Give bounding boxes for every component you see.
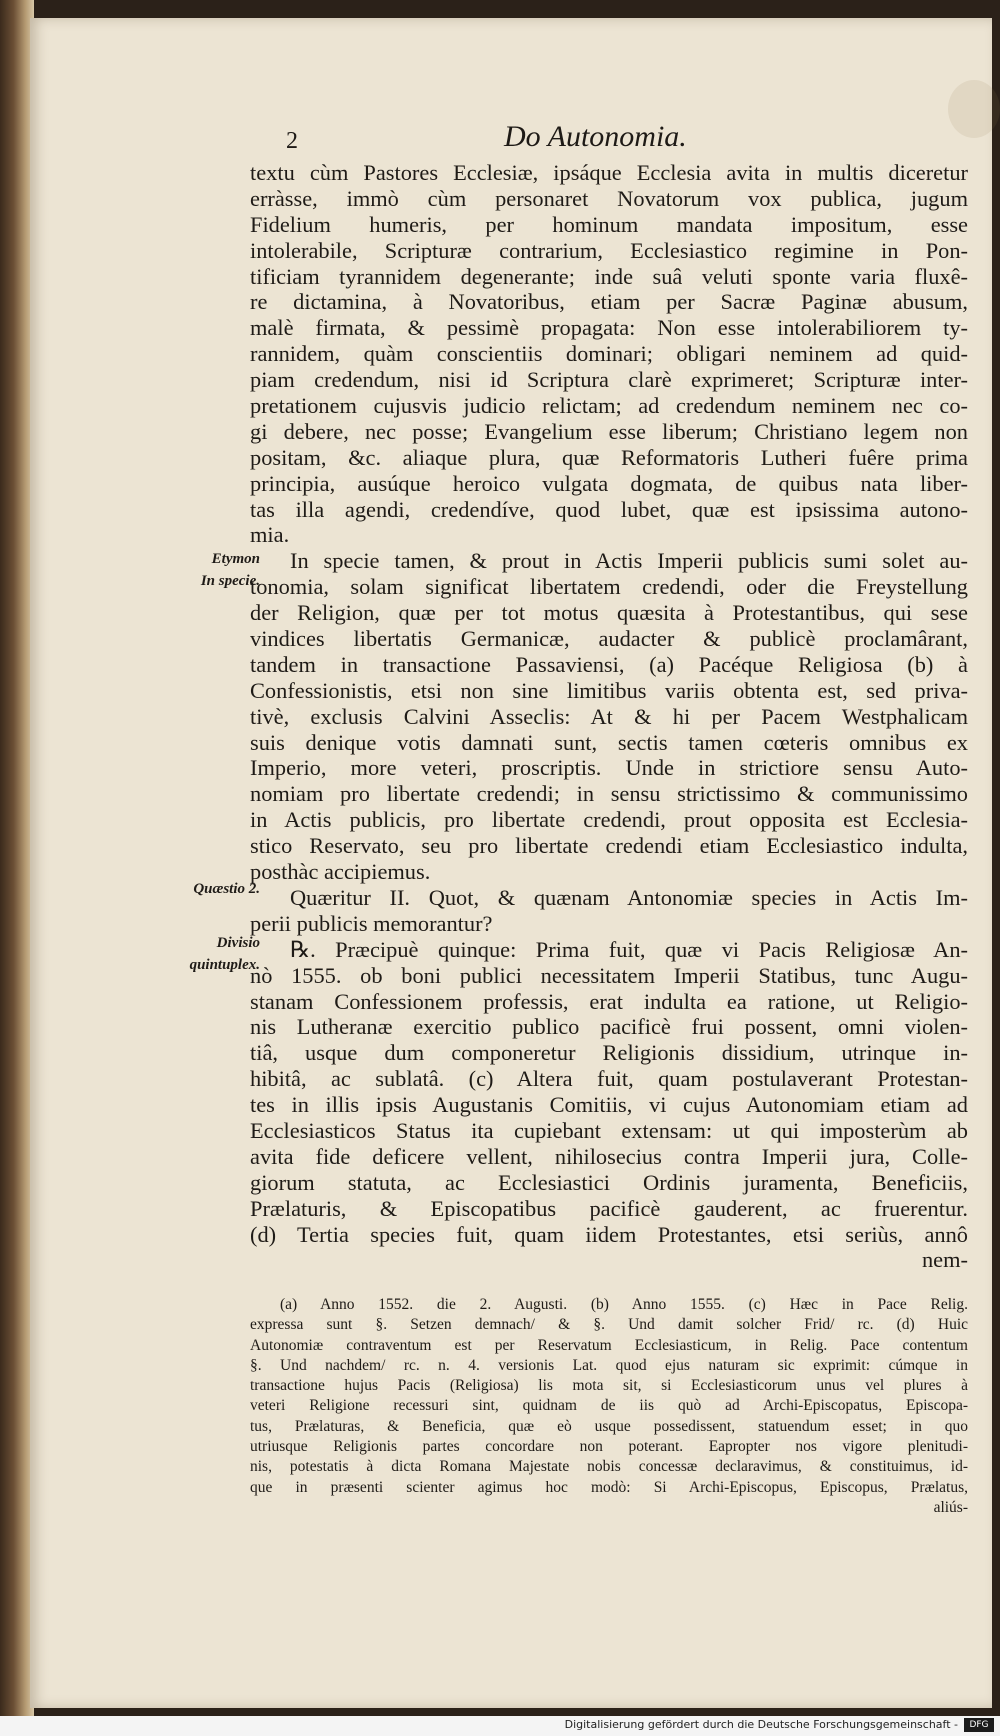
footnote-line: que in præsenti scienter agimus hoc modò: Si Archi-Episcopus, Episcopus, Prælatus, — [250, 1478, 968, 1496]
body-line: Confessionistis, etsi non sine limitibus variis obtenta est, sed priva- — [250, 677, 968, 703]
page-number: 2 — [286, 128, 298, 154]
body-line: malè firmata, & pessimè propagata: Non esse intolerabiliorem ty- — [250, 315, 968, 341]
footnotes — [250, 1295, 968, 1518]
body-line: intolerabile, Scripturæ contrarium, Ecclesiastico regimine in Pon- — [250, 237, 968, 263]
body-line: nis Lutheranæ exercitio publico pacificè frui possent, omni violen- — [250, 1014, 968, 1040]
body-line: vindices libertatis Germanicæ, audacter & publicè proclamârant, — [250, 626, 968, 652]
margin-note: Divisio — [216, 935, 260, 951]
footnote-line: (a) Anno 1552. die 2. Augusti. (b) Anno 1555. (c) Hæc in Pace Relig. — [280, 1296, 968, 1313]
body-line: nomiam pro libertate credendi; in sensu strictissimo & communissimo — [250, 781, 968, 807]
body-line: re dictamina, à Novatoribus, etiam per Sacræ Paginæ abusum, — [250, 289, 968, 315]
page-header — [30, 118, 992, 158]
margin-note: Quæstio 2. — [193, 881, 260, 897]
body-line: tificiam tyrannidem degenerante; inde suâ veluti sponte varia fluxê- — [250, 263, 968, 289]
body-line: der Religion, quæ per tot motus quæsita à Protestantibus, qui sese — [250, 600, 968, 626]
body-line: stico Reservato, seu pro libertate credendi etiam Ecclesiastico indulta, — [250, 833, 968, 859]
body-line: textu cùm Pastores Ecclesiæ, ipsáque Ecclesia avita in multis diceretur — [250, 160, 968, 185]
body-line: positam, &c. aliaque plura, quæ Reformatoris Lutheri fuêre prima — [250, 444, 968, 470]
body-line: rannidem, quàm conscientiis dominari; obligari neminem ad quid- — [250, 341, 968, 367]
body-line: mia. — [250, 522, 290, 548]
body-line: tiâ, usque dum componeretur Religionis dissidium, utrinque in- — [250, 1040, 968, 1066]
body-line: hibitâ, ac sublatâ. (c) Altera fuit, quam postulaverant Protestan- — [250, 1066, 968, 1092]
body-line: tandem in transactione Passaviensi, (a) Pacéque Religiosa (b) à — [250, 651, 968, 677]
body-line: Imperio, more veteri, proscriptis. Unde in strictiore sensu Auto- — [250, 755, 968, 781]
body-line: Prælaturis, & Episcopatibus pacificè gauderent, ac fruerentur. — [250, 1195, 968, 1221]
body-line: gi debere, nec posse; Evangelium esse liberum; Christiano legem non — [250, 418, 968, 444]
body-line: giorum statuta, ac Ecclesiastici Ordinis juramenta, Beneficiis, — [250, 1169, 968, 1195]
body-line: pretationem cujusvis judicio relictam; ad credendum neminem nec co- — [250, 393, 968, 419]
body-line: piam credendum, nisi id Scriptura clarè exprimeret; Scripturæ inter- — [250, 367, 968, 393]
book-edge — [0, 0, 34, 1736]
margin-note: quintuplex. — [189, 957, 260, 973]
body-line: (d) Tertia species fuit, quam iidem Protestantes, etsi seriùs, annô — [250, 1221, 968, 1247]
digitization-footer — [0, 1716, 1000, 1736]
body-line: ℞. Præcipuè quinque: Prima fuit, quæ vi Pacis Religiosæ An- — [290, 936, 968, 962]
footnote-line: tus, Prælaturas, & Beneficia, quæ eò usque possedissent, statuendum esset; in quo — [250, 1417, 968, 1435]
body-line: posthàc accipiemus. — [250, 859, 431, 885]
body-line: principia, ausúque heroico vulgata dogmata, de quibus nata liber- — [250, 470, 968, 496]
footnote-line: Autonomiæ contraventum est per Reservatum Ecclesiasticum, in Relig. Pace contentum — [250, 1336, 968, 1354]
body-line: in Actis publicis, pro libertate credendi, prout opposita est Ecclesia- — [250, 807, 968, 833]
footnote-line: §. Und nachdem/ rc. n. 4. versionis Lat. quod ejus naturam sic exprimit: cúmque in — [250, 1356, 968, 1374]
body-line: tivè, exclusis Calvini Asseclis: At & hi per Pacem Westphalicam — [250, 703, 968, 729]
footnote-line: aliús- — [933, 1498, 968, 1516]
body-line: stanam Confessionem professis, erat indulta ea ratione, ut Religio- — [250, 988, 968, 1014]
funding-credit: Digitalisierung gefördert durch die Deutsche Forschungsgemeinschaft - — [564, 1718, 958, 1731]
footnote-line: transactione hujus Pacis (Religiosa) lis mota sit, si Ecclesiasticorum unus vel plures à — [250, 1377, 968, 1395]
footnote-line: nis, potestatis à dicta Romana Majestate nobis concessæ declaravimus, & constituimus, id- — [250, 1458, 968, 1476]
body-line: nem- — [921, 1247, 968, 1273]
body-line: Ecclesiasticos Status ita cupiebant extensam: ut qui imposterùm ab — [250, 1117, 968, 1143]
body-line: suis denique votis damnati sunt, sectis tamen cœteris omnibus ex — [250, 729, 968, 755]
body-line: tes in illis ipsis Augustanis Comitiis, vi cujus Autonomiam etiam ad — [250, 1092, 968, 1118]
body-line: tonomia, solam significat libertatem credendi, oder die Freystellung — [250, 574, 968, 600]
body-line: erràsse, immò cùm personaret Novatorum vox publica, jugum — [250, 185, 968, 211]
margin-note: Etymon — [211, 551, 260, 567]
book-page — [30, 18, 992, 1708]
dfg-logo: DFG — [964, 1718, 994, 1732]
body-line: tas illa agendi, credendíve, quod lubet, quæ est ipsissima autono- — [250, 496, 968, 522]
body-line: avita fide deficere vellent, nihilosecius contra Imperii jura, Colle- — [250, 1143, 968, 1169]
body-line: Fidelium humeris, per hominum mandata impositum, esse — [250, 211, 968, 237]
margin-note: In specie. — [200, 573, 260, 589]
footnote-line: utriusque Religionis partes concordare non poterant. Eapropter nos vigore plenitudi- — [250, 1438, 968, 1456]
body-line: Quæritur II. Quot, & quænam Antonomiæ species in Actis Im- — [290, 884, 968, 910]
running-head: Do Autonomia. — [504, 120, 687, 153]
body-line: nò 1555. ob boni publici necessitatem Imperii Statibus, tunc Augu- — [250, 962, 968, 988]
body-text — [250, 160, 968, 1273]
footnote-line: expressa sunt §. Setzen demnach/ & §. Und damit solcher Frid/ rc. (d) Huic — [250, 1316, 968, 1334]
body-line: In specie tamen, & prout in Actis Imperii publicis sumi solet au- — [290, 548, 968, 574]
body-line: perii publicis memorantur? — [250, 910, 493, 936]
footnote-line: veteri Religione recessuri sint, quidnam de iis quò ad Archi-Episcopatus, Episcopa- — [250, 1397, 968, 1415]
